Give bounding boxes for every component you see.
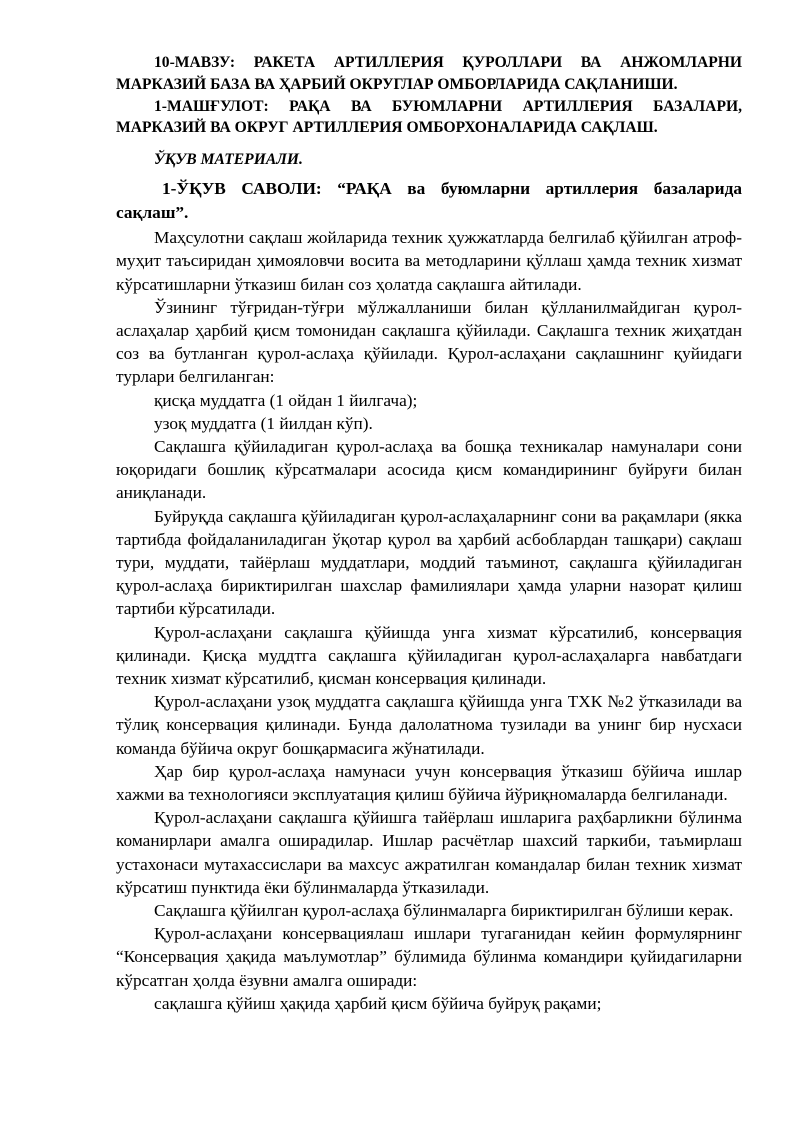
- question-heading: 1-ЎҚУВ САВОЛИ: “РАҚА ва буюмларни артиллерия базаларида сақлаш”.: [116, 179, 742, 223]
- list-item-short-term: қисқа муддатга (1 ойдан 1 йилгача);: [154, 390, 418, 410]
- lesson-heading: 1-МАШҒУЛОТ: РАҚА ВА БУЮМЛАРНИ АРТИЛЛЕРИЯ БАЗАЛАРИ, МАРКАЗИЙ ВА ОКРУГ АРТИЛЛЕРИЯ ОМБОРХОНАЛАРИДА САҚЛАШ.: [116, 97, 742, 137]
- paragraph-7: Ҳар бир қурол-аслаҳа намунаси учун консервация ўтказиш бўйича ишлар хажми ва технологияси эксплуатация қилиш бўйича йўриқномаларда белгиланади.: [116, 761, 742, 805]
- paragraph-1: Маҳсулотни сақлаш жойларида техник ҳужжатларда белгилаб қўйилган атроф-муҳит таъсиридан ҳимояловчи восита ва методларини қўллаш ҳамда техник хизмат кўрсатишларни ўтказиш билан соз ҳолатда сақлашга айтилади.: [116, 228, 742, 294]
- topic-heading: 10-МАВЗУ: РАКЕТА АРТИЛЛЕРИЯ ҚУРОЛЛАРИ ВА АНЖОМЛАРНИ МАРКАЗИЙ БАЗА ВА ҲАРБИЙ ОКРУГЛАР ОМБОРЛАРИДА САҚЛАНИШИ.: [116, 54, 742, 93]
- paragraph-2: Ўзининг тўғридан-тўғри мўлжалланиши билан қўлланилмайдиган қурол-аслаҳалар ҳарбий қисм томонидан сақлашга қўйилади. Сақлашга техник жиҳатдан соз ва бутланган қурол-аслаҳа қўйилади. Қурол-аслаҳани сақлашнинг қуйидаги турлари белгиланган:: [116, 297, 742, 387]
- paragraph-9: Сақлашга қўйилган қурол-аслаҳа бўлинмаларга бириктирилган бўлиши керак.: [154, 901, 734, 921]
- list-item-long-term: узоқ муддатга (1 йилдан кўп).: [154, 413, 373, 433]
- paragraph-8: Қурол-аслаҳани сақлашга қўйишга тайёрлаш ишларига раҳбарликни бўлинма команирлари амалга оширадилар. Ишлар расчётлар шахсий таркиби, таъмирлаш устахонаси мутахассислари ва махсус ажратилган командалар билан техник хизмат кўрсатиш пунктида ёки бўлинмаларда ўтказилади.: [116, 808, 742, 897]
- paragraph-6: Қурол-аслаҳани узоқ муддатга сақлашга қўйишда унга ТХК №2 ўтказилади ва тўлиқ консервация қилинади. Бунда далолатнома тузилади ва унинг бир нусхаси команда бўйича округ бошқармасига жўнатилади.: [116, 692, 742, 758]
- paragraph-4: Буйруқда сақлашга қўйиладиган қурол-аслаҳаларнинг сони ва рақамлари (якка тартибда фойдаланиладиган ўқотар қурол ва ҳарбий асбоблардан ташқари) сақлаш тури, муддати, тайёрлаш муддатлари, моддий таъминот, сақлашга қўйиладиган қурол-аслаҳа бириктирилган шахслар фамилиялари ҳамда уларни назорат қилиш тартиби кўрсатилади.: [116, 506, 742, 619]
- materials-heading: ЎҚУВ МАТЕРИАЛИ.: [154, 151, 303, 169]
- paragraph-3: Сақлашга қўйиладиган қурол-аслаҳа ва бошқа техникалар намуналари сони юқоридаги бошлиқ кўрсатмалари асосида қисм командирининг буйруғи билан аниқланади.: [116, 437, 742, 503]
- paragraph-10: Қурол-аслаҳани консервациялаш ишлари тугаганидан кейин формулярнинг “Консервация ҳақида маълумотлар” бўлимида бўлинма командири қуйидагиларни кўрсатган ҳолда ёзувни амалга оширади:: [116, 924, 742, 990]
- list-item-order-number: сақлашга қўйиш ҳақида ҳарбий қисм бўйича буйруқ рақами;: [154, 993, 602, 1013]
- paragraph-5: Қурол-аслаҳани сақлашга қўйишда унга хизмат кўрсатилиб, консервация қилинади. Қисқа муддтга сақлашга қўйиладиган қурол-аслаҳаларга навбатдаги техник хизмат кўрсатилиб, қисман консервация қилинади.: [116, 622, 742, 689]
